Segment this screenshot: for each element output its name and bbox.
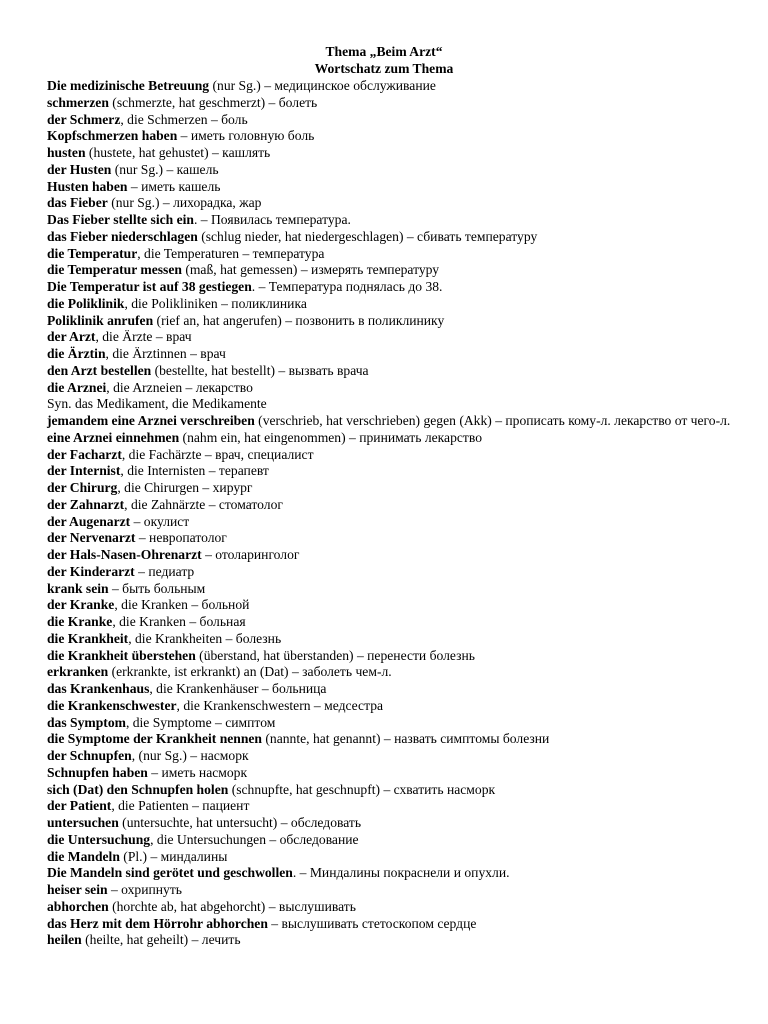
- vocabulary-entry: [47, 648, 759, 665]
- entry-term: der Zahnarzt: [47, 496, 125, 512]
- entry-translation: (nur Sg.) – медицинское обслуживание: [209, 78, 436, 93]
- vocabulary-entry: [47, 162, 759, 179]
- entry-translation: – быть больным: [108, 580, 206, 596]
- vocabulary-entry: [47, 731, 759, 748]
- entry-term: den Arzt bestellen: [47, 362, 152, 378]
- vocabulary-entry: [47, 212, 759, 229]
- entry-term: die Krankheit: [47, 630, 129, 646]
- entry-term: der Internist: [47, 463, 121, 479]
- vocabulary-entry: [47, 195, 759, 212]
- vocabulary-entry: [47, 865, 759, 882]
- vocabulary-entry: [47, 631, 759, 648]
- vocabulary-entry: [47, 815, 759, 832]
- entry-translation: , die Kranken – больной: [114, 597, 250, 613]
- entry-translation: – невропатолог: [135, 530, 227, 546]
- entry-term: das Fieber: [47, 195, 108, 211]
- entry-translation: . – Миндалины покраснели и опухли.: [292, 865, 510, 881]
- vocabulary-entry: [47, 262, 759, 279]
- entry-term: die Krankheit überstehen: [47, 647, 196, 663]
- entry-term: der Husten: [47, 161, 112, 177]
- entry-translation: , die Schmerzen – боль: [120, 111, 248, 127]
- vocabulary-entry: [47, 597, 759, 614]
- entry-term: der Augenarzt: [47, 513, 131, 529]
- vocabulary-entry: [47, 798, 759, 815]
- entry-translation: – выслушивать стетоскопом сердце: [267, 915, 477, 931]
- vocabulary-list: [47, 78, 759, 949]
- entry-term: Die medizinische Betreuung: [47, 78, 210, 93]
- vocabulary-entry: [47, 530, 759, 547]
- entry-translation: (Pl.) – миндалины: [119, 848, 228, 864]
- vocabulary-entry: [47, 480, 759, 497]
- vocabulary-entry: [47, 413, 759, 430]
- vocabulary-entry: [47, 313, 759, 330]
- vocabulary-entry: [47, 932, 759, 949]
- entry-term: die Temperatur: [47, 245, 138, 261]
- entry-term: heiser sein: [47, 882, 108, 897]
- entry-term: krank sein: [47, 580, 109, 596]
- entry-term: der Chirurg: [47, 480, 118, 495]
- vocabulary-entry: [47, 447, 759, 464]
- entry-term: die Symptome der Krankheit nennen: [47, 731, 262, 747]
- entry-translation: (überstand, hat überstanden) – перенести болезнь: [195, 647, 475, 663]
- entry-term: der Facharzt: [47, 446, 122, 462]
- vocabulary-entry: [47, 145, 759, 162]
- vocabulary-entry: [47, 614, 759, 631]
- entry-term: schmerzen: [47, 94, 109, 110]
- entry-translation: – охрипнуть: [107, 882, 182, 897]
- vocabulary-entry: [47, 95, 759, 112]
- entry-term: die Ärztin: [47, 346, 106, 361]
- entry-translation: , die Zahnärzte – стоматолог: [124, 496, 283, 512]
- entry-term: Die Temperatur ist auf 38 gestiegen: [47, 279, 252, 294]
- entry-term: die Temperatur messen: [47, 262, 182, 278]
- entry-translation: – отоларинголог: [201, 547, 300, 562]
- entry-translation: (schlug nieder, hat niedergeschlagen) – сбивать температуру: [197, 228, 538, 244]
- entry-term: Kopfschmerzen haben: [47, 128, 178, 144]
- vocabulary-entry: [47, 497, 759, 514]
- vocabulary-entry: [47, 380, 759, 397]
- entry-translation: (nur Sg.) – лихорадка, жар: [107, 195, 262, 211]
- document-subtitle: Wortschatz zum Thema: [314, 61, 454, 76]
- entry-translation: , (nur Sg.) – насморк: [131, 748, 249, 763]
- entry-term: der Nervenarzt: [47, 530, 136, 546]
- vocabulary-entry: [47, 514, 759, 531]
- entry-translation: (rief an, hat angerufen) – позвонить в поликлинику: [153, 312, 445, 328]
- vocabulary-entry: [47, 899, 759, 916]
- vocabulary-entry: [47, 581, 759, 598]
- entry-term: die Poliklinik: [47, 295, 125, 311]
- entry-translation: , die Patienten – пациент: [111, 798, 250, 814]
- vocabulary-entry: [47, 346, 759, 363]
- vocabulary-entry: [47, 279, 759, 296]
- entry-term: Schnupfen haben: [47, 764, 148, 780]
- entry-term: das Herz mit dem Hörrohr abhorchen: [47, 915, 268, 931]
- entry-translation: , die Krankenhäuser – больница: [149, 681, 327, 696]
- vocabulary-entry: [47, 363, 759, 380]
- vocabulary-entry: [47, 229, 759, 246]
- entry-translation: – иметь головную боль: [177, 128, 315, 144]
- vocabulary-entry: [47, 396, 759, 413]
- entry-translation: . – Температура поднялась до 38.: [251, 279, 443, 294]
- vocabulary-entry: [47, 78, 759, 95]
- entry-term: die Arznei: [47, 379, 107, 395]
- entry-translation: , die Chirurgen – хирург: [117, 480, 253, 495]
- entry-translation: , die Krankheiten – болезнь: [128, 630, 282, 646]
- vocabulary-entry: [47, 715, 759, 732]
- entry-translation: – окулист: [130, 513, 190, 529]
- entry-translation: , die Untersuchungen – обследование: [150, 831, 359, 847]
- entry-term: der Schnupfen: [47, 748, 132, 763]
- entry-translation: , die Ärzte – врач: [95, 329, 192, 345]
- vocabulary-entry: [47, 698, 759, 715]
- entry-term: eine Arznei einnehmen: [47, 429, 180, 445]
- vocabulary-entry: [47, 463, 759, 480]
- vocabulary-entry: [47, 329, 759, 346]
- entry-translation: (hustete, hat gehustet) – кашлять: [85, 145, 271, 160]
- entry-translation: (nur Sg.) – кашель: [111, 161, 219, 177]
- entry-term: Husten haben: [47, 178, 128, 194]
- vocabulary-entry: [47, 128, 759, 145]
- entry-translation: (nannte, hat genannt) – назвать симптомы болезни: [262, 731, 550, 747]
- document-title: Thema „Beim Arzt“: [325, 44, 443, 59]
- entry-translation: , die Ärztinnen – врач: [105, 346, 226, 361]
- entry-term: der Schmerz: [47, 111, 121, 127]
- vocabulary-entry: [47, 765, 759, 782]
- entry-translation: , die Krankenschwestern – медсестра: [176, 697, 384, 713]
- entry-translation: (untersuchte, hat untersucht) – обследовать: [118, 815, 362, 830]
- entry-term: das Symptom: [47, 714, 126, 730]
- entry-translation: (erkrankte, ist erkrankt) an (Dat) – заболеть чем-л.: [108, 664, 392, 680]
- entry-translation: – иметь насморк: [147, 764, 248, 780]
- vocabulary-entry: [47, 882, 759, 899]
- entry-term: die Kranke: [47, 614, 113, 629]
- entry-translation: Syn. das Medikament, die Medikamente: [47, 396, 267, 412]
- entry-term: der Kranke: [47, 597, 115, 613]
- entry-translation: , die Internisten – терапевт: [120, 463, 269, 479]
- vocabulary-entry: [47, 748, 759, 765]
- vocabulary-entry: [47, 782, 759, 799]
- entry-term: husten: [47, 145, 86, 160]
- entry-translation: (schnupfte, hat geschnupft) – схватить насморк: [228, 781, 496, 797]
- entry-term: der Arzt: [47, 329, 96, 345]
- vocabulary-entry: [47, 849, 759, 866]
- entry-term: der Kinderarzt: [47, 563, 135, 579]
- entry-translation: (bestellte, hat bestellt) – вызвать врача: [151, 362, 369, 378]
- entry-term: sich (Dat) den Schnupfen holen: [47, 781, 229, 797]
- entry-translation: , die Kranken – больная: [112, 614, 246, 629]
- vocabulary-entry: [47, 664, 759, 681]
- entry-translation: , die Fachärzte – врач, специалист: [121, 446, 314, 462]
- vocabulary-entry: [47, 916, 759, 933]
- entry-term: die Krankenschwester: [47, 697, 177, 713]
- entry-term: untersuchen: [47, 815, 119, 830]
- vocabulary-entry: [47, 681, 759, 698]
- entry-translation: (nahm ein, hat eingenommen) – принимать лекарство: [179, 429, 482, 445]
- entry-term: die Mandeln: [47, 848, 120, 864]
- entry-translation: – иметь кашель: [127, 178, 221, 194]
- entry-term: Poliklinik anrufen: [47, 312, 154, 328]
- entry-term: das Krankenhaus: [47, 681, 150, 696]
- entry-term: das Fieber niederschlagen: [47, 228, 198, 244]
- entry-term: Das Fieber stellte sich ein: [47, 212, 194, 227]
- entry-term: jemandem eine Arznei verschreiben: [47, 413, 255, 428]
- entry-term: der Patient: [47, 798, 112, 814]
- entry-translation: (heilte, hat geheilt) – лечить: [81, 932, 241, 948]
- entry-translation: (schmerzte, hat geschmerzt) – болеть: [108, 94, 318, 110]
- entry-translation: (verschrieb, hat verschrieben) gegen (Akk) – прописать кому-л. лекарство от чего-л.: [254, 413, 731, 428]
- entry-term: abhorchen: [47, 898, 109, 914]
- vocabulary-entry: [47, 430, 759, 447]
- entry-translation: – педиатр: [134, 563, 195, 579]
- vocabulary-entry: [47, 296, 759, 313]
- entry-term: erkranken: [47, 664, 109, 680]
- entry-term: heilen: [47, 932, 82, 948]
- vocabulary-entry: [47, 564, 759, 581]
- title-block: [0, 43, 768, 77]
- entry-translation: , die Arzneien – лекарство: [106, 379, 253, 395]
- vocabulary-entry: [47, 832, 759, 849]
- entry-translation: (horchte ab, hat abgehorcht) – выслушивать: [108, 898, 356, 914]
- entry-term: die Untersuchung: [47, 831, 151, 847]
- entry-translation: , die Symptome – симптом: [125, 714, 276, 730]
- vocabulary-entry: [47, 179, 759, 196]
- vocabulary-entry: [47, 246, 759, 263]
- entry-translation: . – Появилась температура.: [194, 212, 351, 227]
- vocabulary-entry: [47, 547, 759, 564]
- entry-translation: , die Polikliniken – поликлиника: [124, 295, 307, 311]
- entry-translation: (maß, hat gemessen) – измерять температуру: [181, 262, 440, 278]
- vocabulary-entry: [47, 112, 759, 129]
- entry-term: der Hals-Nasen-Ohrenarzt: [47, 547, 202, 562]
- entry-translation: , die Temperaturen – температура: [137, 245, 325, 261]
- entry-term: Die Mandeln sind gerötet und geschwollen: [47, 865, 293, 881]
